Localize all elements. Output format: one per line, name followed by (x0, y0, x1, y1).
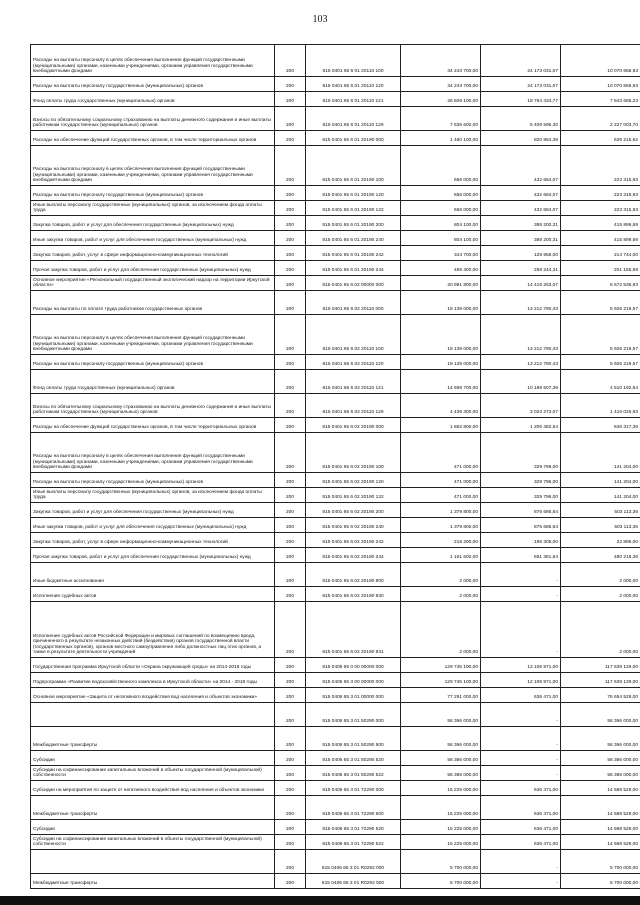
row-kbk: 815 0401 65 6 01 20110 100 (306, 45, 401, 77)
row-name (31, 850, 275, 874)
row-executed: 195 305,00 (481, 533, 561, 548)
row-code: 200 (275, 291, 306, 315)
row-code: 200 (275, 433, 306, 473)
row-kbk: 815 0401 65 6 01 20190 100 (306, 146, 401, 186)
row-name: Основное мероприятие «Региональный государственный экологический надзор на территории Иркутской области» (31, 276, 275, 291)
row-unexecuted: 56 366 000,00 (561, 751, 640, 766)
row-approved: 56 366 000,00 (401, 727, 481, 751)
row-approved: 56 366 000,00 (401, 751, 481, 766)
row-kbk: 815 0406 65 3 01 72290 520 (306, 820, 401, 835)
row-approved: 14 699 700,00 (401, 370, 481, 394)
row-name: Фонд оплаты труда государственных (муниципальных) органов (31, 92, 275, 107)
row-approved: 15 225 000,00 (401, 835, 481, 850)
row-unexecuted: 2 227 003,70 (561, 107, 640, 131)
row-approved: 656 000,00 (401, 186, 481, 201)
row-code: 200 (275, 850, 306, 874)
row-name: Субсидии (31, 751, 275, 766)
row-code: 200 (275, 688, 306, 703)
row-unexecuted: 503 113,36 (561, 518, 640, 533)
row-executed: 388 200,31 (481, 216, 561, 231)
row-approved: 19 139 000,00 (401, 355, 481, 370)
row-code: 200 (275, 518, 306, 533)
row-code: 200 (275, 186, 306, 201)
table-row (31, 315, 640, 355)
row-code: 200 (275, 201, 306, 216)
row-code: 200 (275, 418, 306, 433)
row-kbk: 815 0406 65 3 01 50290 500 (306, 727, 401, 751)
row-unexecuted: 480 218,36 (561, 548, 640, 563)
row-name: Субсидии на софинансирование капитальных вложений в объекты государственной (муниципальной) собственности (31, 835, 275, 850)
table-row (31, 850, 640, 874)
row-approved: 19 139 000,00 (401, 315, 481, 355)
table-row (31, 418, 640, 433)
table-row (31, 355, 640, 370)
row-approved: 2 000,00 (401, 587, 481, 602)
row-name: Субсидии (31, 820, 275, 835)
row-name: Закупка товаров, работ, услуг в сфере информационно-коммуникационных технологий (31, 533, 275, 548)
row-approved: 5 700 000,00 (401, 850, 481, 874)
row-unexecuted: 56 366 000,00 (561, 727, 640, 751)
row-approved: 804 100,00 (401, 216, 481, 231)
row-executed: 1 206 482,64 (481, 418, 561, 433)
row-name: Закупка товаров, работ и услуг для обеспечения государственных (муниципальных) нужд (31, 503, 275, 518)
row-approved: 656 000,00 (401, 146, 481, 186)
row-unexecuted: 22 895,00 (561, 533, 640, 548)
row-name: Расходы на обеспечение функций государственных органов, в том числе территориальных органов (31, 131, 275, 146)
row-unexecuted: 5 926 219,57 (561, 355, 640, 370)
row-kbk: 815 0401 65 6 02 20190 122 (306, 488, 401, 503)
row-code: 200 (275, 261, 306, 276)
row-code: 200 (275, 673, 306, 688)
row-code: 200 (275, 533, 306, 548)
table-row (31, 186, 640, 201)
row-executed: 129 956,00 (481, 246, 561, 261)
row-code: 200 (275, 766, 306, 781)
row-name: Расходы на выплаты по оплате труда работников государственных органов (31, 291, 275, 315)
row-approved: 1 460 100,00 (401, 131, 481, 146)
row-code: 200 (275, 602, 306, 658)
row-name: Исполнение судебных актов (31, 587, 275, 602)
row-approved: 56 366 000,00 (401, 766, 481, 781)
row-unexecuted: 117 639 129,00 (561, 673, 640, 688)
row-unexecuted: 223 315,93 (561, 186, 640, 201)
row-approved: 656 000,00 (401, 201, 481, 216)
row-code: 200 (275, 703, 306, 727)
row-unexecuted: 141 204,00 (561, 433, 640, 473)
row-kbk: 815 0406 65 3 01 72290 000 (306, 781, 401, 796)
row-code: 200 (275, 796, 306, 820)
row-unexecuted: 223 315,93 (561, 146, 640, 186)
row-name: Расходы на выплаты персоналу государственных (муниципальных) органов (31, 186, 275, 201)
row-unexecuted: 14 588 529,00 (561, 835, 640, 850)
row-kbk: 815 0401 65 6 02 20110 000 (306, 291, 401, 315)
row-unexecuted: 223 315,93 (561, 201, 640, 216)
table-row (31, 835, 640, 850)
row-approved: 1 852 800,00 (401, 418, 481, 433)
row-executed: 5 408 596,30 (481, 107, 561, 131)
row-code: 200 (275, 727, 306, 751)
row-code: 200 (275, 131, 306, 146)
table-row (31, 658, 640, 673)
row-executed: 10 189 507,36 (481, 370, 561, 394)
row-approved: 56 366 000,00 (401, 703, 481, 727)
row-unexecuted: 503 113,36 (561, 503, 640, 518)
table-row (31, 201, 640, 216)
row-code: 200 (275, 781, 306, 796)
row-executed: - (481, 751, 561, 766)
table-row (31, 107, 640, 131)
row-executed: 432 684,07 (481, 186, 561, 201)
row-code: 200 (275, 45, 306, 77)
row-code: 200 (275, 246, 306, 261)
row-code: 200 (275, 216, 306, 231)
row-kbk: 815 0401 65 6 01 20190 122 (306, 201, 401, 216)
row-name: Взносы по обязательному социальному страхованию на выплаты денежного содержания и иные выплаты работникам государственных (муниципальных) органов (31, 394, 275, 418)
table-row (31, 77, 640, 92)
row-approved: 77 291 000,00 (401, 688, 481, 703)
row-kbk: 815 0401 65 6 02 20190 120 (306, 473, 401, 488)
table-row (31, 488, 640, 503)
row-kbk: 815 0406 65 3 01 50290 000 (306, 703, 401, 727)
table-row (31, 766, 640, 781)
table-row (31, 820, 640, 835)
row-executed: 24 173 031,07 (481, 77, 561, 92)
row-code: 200 (275, 820, 306, 835)
table-row (31, 796, 640, 820)
row-kbk: 815 0401 65 6 01 20190 240 (306, 231, 401, 246)
row-kbk: 815 0401 65 6 02 20190 830 (306, 587, 401, 602)
row-kbk: 815 0401 65 6 02 20110 129 (306, 394, 401, 418)
row-executed: - (481, 874, 561, 889)
row-executed: 258 244,31 (481, 261, 561, 276)
row-approved: 129 745 100,00 (401, 658, 481, 673)
row-code: 200 (275, 394, 306, 418)
row-kbk: 815 0406 65 3 00 00000 000 (306, 673, 401, 688)
row-unexecuted: 201 155,69 (561, 261, 640, 276)
row-name: Иные закупки товаров, работ и услуг для обеспечения государственных (муниципальных) нужд (31, 231, 275, 246)
row-approved: 19 139 000,00 (401, 291, 481, 315)
row-executed: 820 884,38 (481, 131, 561, 146)
row-unexecuted: 5 926 219,57 (561, 291, 640, 315)
table-row (31, 92, 640, 107)
row-name: Расходы на выплаты персоналу государственных (муниципальных) органов (31, 473, 275, 488)
row-name: Государственная программа Иркутской области «Охрана окружающей среды» на 2014-2018 годы (31, 658, 275, 673)
row-unexecuted: 4 510 192,64 (561, 370, 640, 394)
row-kbk: 815 0401 65 6 02 20190 000 (306, 418, 401, 433)
row-kbk: 815 0401 65 6 02 20110 121 (306, 370, 401, 394)
row-approved: 34 243 700,00 (401, 45, 481, 77)
row-approved: 15 225 000,00 (401, 796, 481, 820)
row-approved: 129 745 100,00 (401, 673, 481, 688)
row-name: Расходы на обеспечение функций государственных органов, в том числе территориальных органов (31, 418, 275, 433)
row-kbk: 815 0401 65 6 02 20190 831 (306, 602, 401, 658)
row-name: Расходы на выплаты персоналу в целях обеспечения выполнения функций государственными (муниципальными) органами, казенными учреждениями, органами управления государственными внебюджетными фондами (31, 146, 275, 186)
row-approved: 1 379 800,00 (401, 518, 481, 533)
row-approved: 5 700 000,00 (401, 874, 481, 889)
row-code: 200 (275, 231, 306, 246)
row-approved: 7 635 600,00 (401, 107, 481, 131)
row-name: Расходы на выплаты персоналу в целях обеспечения выполнения функций государственными (муниципальными) органами, казенными учреждениями, органами управления государственными внебюджетными фондами (31, 433, 275, 473)
row-kbk: 815 0406 65 3 01 72290 522 (306, 835, 401, 850)
row-approved: 471 000,00 (401, 433, 481, 473)
table-row (31, 727, 640, 751)
row-executed: - (481, 563, 561, 587)
row-executed: - (481, 602, 561, 658)
row-executed: 432 684,07 (481, 201, 561, 216)
row-unexecuted: 10 070 668,93 (561, 45, 640, 77)
row-approved: 20 991 800,00 (401, 276, 481, 291)
row-kbk: 815 0401 65 6 01 20190 000 (306, 131, 401, 146)
table-row (31, 276, 640, 291)
row-code: 200 (275, 77, 306, 92)
table-row (31, 291, 640, 315)
row-name: Взносы по обязательному социальному страхованию на выплаты денежного содержания и иные выплаты работникам государственных (муниципальных) органов (31, 107, 275, 131)
row-kbk: 815 0406 65 3 01 50290 522 (306, 766, 401, 781)
table-row (31, 503, 640, 518)
row-executed: 14 419 263,07 (481, 276, 561, 291)
row-unexecuted: 76 654 529,00 (561, 688, 640, 703)
row-kbk: 815 0406 65 3 01 00000 000 (306, 688, 401, 703)
row-unexecuted: 1 416 026,93 (561, 394, 640, 418)
table-row (31, 131, 640, 146)
row-kbk: 815 0401 65 6 02 20190 100 (306, 433, 401, 473)
row-executed: - (481, 703, 561, 727)
row-executed: 681 381,64 (481, 548, 561, 563)
row-executed: 329 796,00 (481, 488, 561, 503)
row-name: Межбюджетные трансферты (31, 796, 275, 820)
row-unexecuted: 646 317,36 (561, 418, 640, 433)
row-name: Подпрограмма «Развитие водохозяйственного комплекса в Иркутской области» на 2014 - 2018 годы (31, 673, 275, 688)
row-executed: - (481, 727, 561, 751)
row-name: Основное мероприятие «Защита от негативного воздействия вод населения и объектов экономики» (31, 688, 275, 703)
row-name: Субсидии на мероприятия по защите от негативного воздействия вод населения и объектов экономики (31, 781, 275, 796)
row-code: 200 (275, 355, 306, 370)
row-executed: 12 106 971,00 (481, 673, 561, 688)
row-approved: 4 439 300,00 (401, 394, 481, 418)
row-kbk: 815 0401 65 6 01 20110 120 (306, 77, 401, 92)
row-name: Фонд оплаты труда государственных (муниципальных) органов (31, 370, 275, 394)
row-unexecuted: 117 639 129,00 (561, 658, 640, 673)
row-name: Иные закупки товаров, работ и услуг для обеспечения государственных (муниципальных) нужд (31, 518, 275, 533)
row-unexecuted: 141 204,00 (561, 473, 640, 488)
row-approved: 1 161 600,00 (401, 548, 481, 563)
row-executed: 636 471,00 (481, 688, 561, 703)
row-unexecuted: 14 588 529,00 (561, 781, 640, 796)
row-code: 200 (275, 146, 306, 186)
row-executed: 24 173 031,07 (481, 45, 561, 77)
row-approved: 26 608 100,00 (401, 92, 481, 107)
row-kbk: 815 0401 65 6 02 00000 000 (306, 276, 401, 291)
row-approved: 218 200,00 (401, 533, 481, 548)
row-executed: - (481, 850, 561, 874)
table-row (31, 216, 640, 231)
row-unexecuted: 56 366 000,00 (561, 766, 640, 781)
row-approved: 2 000,00 (401, 602, 481, 658)
row-executed: 636 471,00 (481, 820, 561, 835)
row-code: 200 (275, 92, 306, 107)
table-row (31, 874, 640, 889)
row-name: Расходы на выплаты персоналу государственных (муниципальных) органов (31, 355, 275, 370)
row-unexecuted: 14 588 529,00 (561, 820, 640, 835)
scan-bottom-edge (0, 896, 640, 905)
row-executed: 636 471,00 (481, 796, 561, 820)
row-code: 200 (275, 874, 306, 889)
table-row (31, 261, 640, 276)
row-unexecuted: 6 572 536,93 (561, 276, 640, 291)
row-kbk: 815 0401 65 6 01 20110 121 (306, 92, 401, 107)
row-code: 200 (275, 563, 306, 587)
table-row (31, 548, 640, 563)
row-approved: 1 379 800,00 (401, 503, 481, 518)
row-unexecuted: 415 899,69 (561, 216, 640, 231)
row-executed: 876 686,64 (481, 518, 561, 533)
row-executed: 3 023 273,07 (481, 394, 561, 418)
row-name: Закупка товаров, работ и услуг для обеспечения государственных (муниципальных) нужд (31, 216, 275, 231)
row-code: 200 (275, 658, 306, 673)
row-name: Иные выплаты персоналу государственных (муниципальных) органов, за исключением фонда оплаты труда (31, 201, 275, 216)
table-row (31, 673, 640, 688)
row-unexecuted: 10 070 668,93 (561, 77, 640, 92)
row-name: Иные выплаты персоналу государственных (муниципальных) органов, за исключением фонда оплаты труда (31, 488, 275, 503)
row-executed: - (481, 587, 561, 602)
table-row (31, 587, 640, 602)
row-unexecuted: 5 926 219,57 (561, 315, 640, 355)
row-kbk: 815 0406 65 3 01 R0292 000 (306, 850, 401, 874)
table-row (31, 518, 640, 533)
page-number: 103 (312, 14, 328, 25)
row-approved: 34 243 700,00 (401, 77, 481, 92)
row-unexecuted: 415 899,69 (561, 231, 640, 246)
row-approved: 344 700,00 (401, 246, 481, 261)
row-name: Прочая закупка товаров, работ и услуг для обеспечения государственных (муниципальных) нужд (31, 548, 275, 563)
row-unexecuted: 56 366 000,00 (561, 703, 640, 727)
table-row (31, 563, 640, 587)
row-name: Расходы на выплаты персоналу государственных (муниципальных) органов (31, 77, 275, 92)
row-kbk: 815 0406 65 0 00 00000 000 (306, 658, 401, 673)
table-row (31, 45, 640, 77)
table-row (31, 146, 640, 186)
row-kbk: 815 0406 65 3 01 72290 500 (306, 796, 401, 820)
row-executed: 636 471,00 (481, 781, 561, 796)
row-unexecuted: 5 700 000,00 (561, 874, 640, 889)
table-row (31, 246, 640, 261)
row-approved: 471 000,00 (401, 473, 481, 488)
row-approved: 15 225 000,00 (401, 820, 481, 835)
row-unexecuted: 141 204,00 (561, 488, 640, 503)
row-kbk: 815 0401 65 6 01 20190 244 (306, 261, 401, 276)
row-kbk: 815 0401 65 6 01 20190 120 (306, 186, 401, 201)
row-executed: 329 796,00 (481, 473, 561, 488)
row-approved: 15 225 000,00 (401, 781, 481, 796)
row-code: 200 (275, 751, 306, 766)
row-executed: 13 212 780,43 (481, 355, 561, 370)
row-executed: - (481, 766, 561, 781)
row-name (31, 703, 275, 727)
table-row (31, 688, 640, 703)
table-row (31, 781, 640, 796)
table-row (31, 703, 640, 727)
row-code: 200 (275, 107, 306, 131)
row-kbk: 815 0406 65 3 01 R0292 500 (306, 874, 401, 889)
row-executed: 12 106 971,00 (481, 658, 561, 673)
table-row (31, 473, 640, 488)
row-kbk: 815 0401 65 6 02 20190 242 (306, 533, 401, 548)
table-row (31, 602, 640, 658)
row-name: Субсидии на софинансирование капитальных вложений в объекты государственной (муниципальной) собственности (31, 766, 275, 781)
row-code: 200 (275, 548, 306, 563)
row-kbk: 815 0401 65 6 02 20190 240 (306, 518, 401, 533)
row-name: Иные бюджетные ассигнования (31, 563, 275, 587)
table-row (31, 751, 640, 766)
row-kbk: 815 0401 65 6 02 20190 200 (306, 503, 401, 518)
row-unexecuted: 2 000,00 (561, 587, 640, 602)
row-code: 200 (275, 835, 306, 850)
row-unexecuted: 7 843 665,23 (561, 92, 640, 107)
row-kbk: 815 0401 65 6 01 20190 200 (306, 216, 401, 231)
table-row (31, 370, 640, 394)
row-unexecuted: 2 000,00 (561, 563, 640, 587)
row-unexecuted: 5 700 000,00 (561, 850, 640, 874)
row-code: 200 (275, 276, 306, 291)
row-code: 200 (275, 503, 306, 518)
row-executed: 432 684,07 (481, 146, 561, 186)
row-kbk: 815 0401 65 6 02 20110 100 (306, 315, 401, 355)
row-name: Расходы на выплаты персоналу в целях обеспечения выполнения функций государственными (муниципальными) органами, казенными учреждениями, органами управления государственными внебюджетными фондами (31, 45, 275, 77)
row-unexecuted: 14 588 529,00 (561, 796, 640, 820)
budget-execution-table (30, 44, 640, 889)
row-unexecuted: 639 215,62 (561, 131, 640, 146)
row-executed: 388 200,31 (481, 231, 561, 246)
table-row (31, 433, 640, 473)
row-code: 200 (275, 587, 306, 602)
row-kbk: 815 0401 65 6 01 20110 129 (306, 107, 401, 131)
row-kbk: 815 0401 65 6 02 20110 120 (306, 355, 401, 370)
row-name: Расходы на выплаты персоналу в целях обеспечения выполнения функций государственными (муниципальными) органами, казенными учреждениями, органами управления государственными внебюджетными фондами (31, 315, 275, 355)
row-code: 200 (275, 315, 306, 355)
row-executed: 13 212 780,43 (481, 291, 561, 315)
table-row (31, 231, 640, 246)
row-approved: 804 100,00 (401, 231, 481, 246)
row-approved: 2 000,00 (401, 563, 481, 587)
row-executed: 13 212 780,43 (481, 315, 561, 355)
table-row (31, 533, 640, 548)
row-approved: 459 400,00 (401, 261, 481, 276)
row-unexecuted: 214 744,00 (561, 246, 640, 261)
row-code: 200 (275, 473, 306, 488)
row-name: Прочая закупка товаров, работ и услуг для обеспечения государственных (муниципальных) нужд (31, 261, 275, 276)
row-executed: 876 686,64 (481, 503, 561, 518)
row-kbk: 815 0406 65 3 01 50290 520 (306, 751, 401, 766)
table-row (31, 394, 640, 418)
row-code: 200 (275, 370, 306, 394)
row-kbk: 815 0401 65 6 02 20190 800 (306, 563, 401, 587)
row-name: Межбюджетные трансферты (31, 874, 275, 889)
row-code: 200 (275, 488, 306, 503)
row-unexecuted: 2 000,00 (561, 602, 640, 658)
row-kbk: 815 0401 65 6 01 20190 242 (306, 246, 401, 261)
row-name: Межбюджетные трансферты (31, 727, 275, 751)
row-name: Закупка товаров, работ, услуг в сфере информационно-коммуникационных технологий (31, 246, 275, 261)
row-name: Исполнение судебных актов Российской Федерации и мировых соглашений по возмещению вреда, причиненного в результате незаконных действий (бездействия) органов государственной власти (государственных органов), органов местного самоуправления либо должностных лиц этих органов, а также в результате деятельности учреждений (31, 602, 275, 658)
row-approved: 471 000,00 (401, 488, 481, 503)
row-executed: 636 471,00 (481, 835, 561, 850)
row-executed: 18 764 434,77 (481, 92, 561, 107)
row-kbk: 815 0401 65 6 02 20190 244 (306, 548, 401, 563)
row-executed: 329 796,00 (481, 433, 561, 473)
